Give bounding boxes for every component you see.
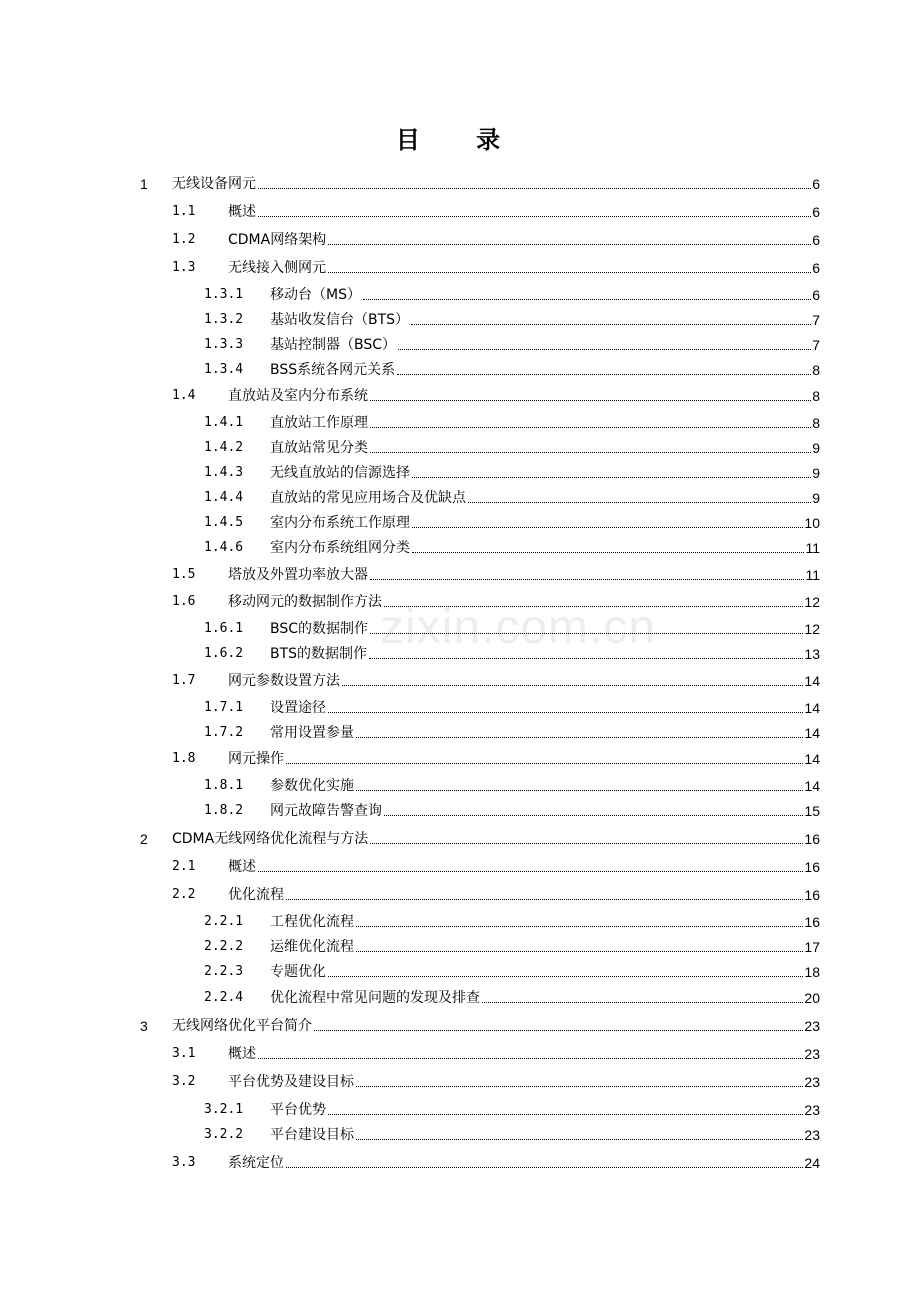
toc-entry[interactable] (0, 982, 920, 1006)
toc-entry-line (270, 490, 820, 506)
toc-entry-line (228, 1046, 820, 1062)
toc-entry-line (270, 939, 820, 955)
dot-leader (363, 298, 811, 300)
toc-entry-line (172, 831, 820, 847)
toc-entry-label[interactable]: 常用设置参量 (270, 725, 354, 741)
toc-entry-line (172, 176, 820, 192)
toc-entry-page: 17 (804, 939, 820, 955)
toc-entry-number: 1.7.1 (204, 700, 244, 715)
toc-entry-line (228, 232, 820, 248)
dot-leader (328, 975, 803, 977)
dot-leader (342, 684, 803, 686)
toc-entry-page: 23 (804, 1046, 820, 1062)
toc-entry[interactable] (0, 743, 920, 767)
toc-entry-number: 2 (140, 831, 148, 847)
toc-entry-line (228, 1074, 820, 1090)
toc-entry-line (228, 1155, 820, 1171)
toc-entry-label[interactable]: BTS的数据制作 (270, 646, 368, 662)
toc-entry-label[interactable]: 网元故障告警查询 (270, 803, 382, 819)
dot-leader (258, 215, 811, 217)
toc-entry[interactable] (0, 851, 920, 875)
toc-entry-page: 23 (804, 1074, 820, 1090)
toc-entry[interactable] (0, 823, 920, 847)
dot-leader (328, 711, 803, 713)
toc-entry-number: 1.4.5 (204, 515, 244, 530)
toc-entry-number: 1.6.1 (204, 621, 244, 636)
toc-entry-label[interactable]: 直放站工作原理 (270, 415, 368, 431)
toc-entry[interactable] (0, 692, 920, 716)
dot-leader (384, 605, 803, 607)
toc-entry-label[interactable]: 运维优化流程 (270, 939, 354, 955)
dot-leader (314, 1029, 803, 1031)
toc-entry[interactable] (0, 196, 920, 220)
toc-entry[interactable] (0, 931, 920, 955)
toc-entry-label[interactable]: 优化流程 (228, 887, 284, 903)
dot-leader (356, 925, 803, 927)
toc-entry-page: 23 (804, 1018, 820, 1034)
toc-entry-page: 12 (804, 594, 820, 610)
toc-entry-page: 6 (812, 287, 820, 303)
toc-entry-page: 23 (804, 1127, 820, 1143)
toc-entry-number: 1.6.2 (204, 646, 244, 661)
toc-entry[interactable] (0, 956, 920, 980)
toc-entry-line (228, 594, 820, 610)
toc-entry[interactable] (0, 1038, 920, 1062)
toc-entry[interactable] (0, 507, 920, 531)
toc-entry-number: 1.4.1 (204, 415, 244, 430)
toc-entry-page: 16 (804, 914, 820, 930)
toc-entry-label[interactable]: 优化流程中常见问题的发现及排查 (270, 990, 480, 1006)
toc-entry-line (172, 1018, 820, 1034)
toc-entry[interactable] (0, 1066, 920, 1090)
toc-entry-label[interactable]: 直放站常见分类 (270, 440, 368, 456)
toc-entry-number: 1.4.4 (204, 490, 244, 505)
dot-leader (482, 1001, 803, 1003)
toc-entry-line (228, 260, 820, 276)
toc-entry-label[interactable]: 无线接入侧网元 (228, 260, 326, 276)
dot-leader (356, 789, 803, 791)
toc-entry-number: 3.2.1 (204, 1102, 244, 1117)
toc-entry[interactable] (0, 1147, 920, 1171)
toc-entry-number: 1.8 (172, 751, 196, 766)
toc-entry-page: 20 (804, 990, 820, 1006)
toc-entry-label[interactable]: 直放站及室内分布系统 (228, 388, 368, 404)
toc-entry-number: 1.4.6 (204, 540, 244, 555)
toc-entry[interactable] (0, 906, 920, 930)
watermark: zixin.com.cn (380, 601, 657, 654)
toc-entry-line (228, 751, 820, 767)
dot-leader (370, 632, 803, 634)
toc-entry-number: 3 (140, 1018, 148, 1034)
toc-entry-line (270, 540, 820, 556)
toc-entry[interactable] (0, 1094, 920, 1118)
dot-leader (356, 950, 803, 952)
toc-entry-page: 14 (804, 673, 820, 689)
toc-entry[interactable] (0, 279, 920, 303)
toc-entry-label[interactable]: BSC的数据制作 (270, 621, 369, 637)
toc-entry-line (270, 312, 820, 328)
toc-entry-number: 1.3 (172, 260, 196, 275)
dot-leader (370, 399, 811, 401)
toc-entry-page: 16 (804, 887, 820, 903)
toc-entry-number: 2.2.1 (204, 914, 244, 929)
toc-entry[interactable] (0, 252, 920, 276)
toc-entry[interactable] (0, 795, 920, 819)
toc-entry-label[interactable]: 无线设备网元 (172, 176, 256, 192)
toc-entry-label[interactable]: 平台建设目标 (270, 1127, 354, 1143)
toc-entry-page: 14 (804, 725, 820, 741)
toc-entry-line (270, 990, 820, 1006)
toc-entry-number: 2.2.4 (204, 990, 244, 1005)
toc-entry-number: 3.2.2 (204, 1127, 244, 1142)
toc-entry-page: 8 (812, 362, 820, 378)
toc-entry[interactable] (0, 665, 920, 689)
toc-entry-label[interactable]: 室内分布系统组网分类 (270, 540, 410, 556)
toc-entry-line (228, 887, 820, 903)
dot-leader (370, 451, 811, 453)
toc-entry-line (228, 204, 820, 220)
toc-entry-line (270, 362, 820, 378)
toc-entry-page: 9 (812, 465, 820, 481)
toc-entry[interactable] (0, 432, 920, 456)
toc-entry-page: 23 (804, 1102, 820, 1118)
toc-entry-label[interactable]: 概述 (228, 859, 256, 875)
toc-entry-label[interactable]: 概述 (228, 204, 256, 220)
toc-entry[interactable] (0, 1010, 920, 1034)
toc-entry-label[interactable]: 直放站的常见应用场合及优缺点 (270, 490, 466, 506)
toc-entry[interactable] (0, 380, 920, 404)
dot-leader (328, 1113, 803, 1115)
toc-entry[interactable] (0, 457, 920, 481)
toc-entry[interactable] (0, 532, 920, 556)
toc-entry-number: 1.6 (172, 594, 196, 609)
dot-leader (384, 814, 803, 816)
toc-entry-number: 1.8.2 (204, 803, 244, 818)
toc-entry-label[interactable]: 无线直放站的信源选择 (270, 465, 410, 481)
toc-entry-line (270, 778, 820, 794)
dot-leader (286, 762, 803, 764)
toc-entry-number: 1.4 (172, 388, 196, 403)
dot-leader (370, 578, 804, 580)
toc-entry-line (270, 646, 820, 662)
toc-entry-number: 1.3.4 (204, 362, 244, 377)
toc-entry-page: 6 (812, 176, 820, 192)
dot-leader (412, 526, 803, 528)
toc-entry-number: 1.1 (172, 204, 196, 219)
toc-entry-label[interactable]: BSS系统各网元关系 (270, 362, 396, 378)
toc-entry-line (270, 1102, 820, 1118)
toc-entry-page: 7 (812, 337, 820, 353)
toc-entry-page: 6 (812, 260, 820, 276)
toc-entry-line (270, 465, 820, 481)
dot-leader (370, 842, 803, 844)
toc-entry-label[interactable]: 专题优化 (270, 964, 326, 980)
toc-entry-number: 1.7 (172, 673, 196, 688)
toc-entry-number: 2.2.2 (204, 939, 244, 954)
dot-leader (356, 1138, 803, 1140)
toc-entry-label[interactable]: 网元参数设置方法 (228, 673, 340, 689)
toc-entry-number: 3.1 (172, 1046, 196, 1061)
dot-leader (411, 323, 811, 325)
dot-leader (397, 373, 811, 375)
toc-entry-line (270, 515, 820, 531)
toc-entry-number: 3.2 (172, 1074, 196, 1089)
toc-entry-number: 1.3.2 (204, 312, 244, 327)
toc-entry-page: 8 (812, 388, 820, 404)
toc-entry-page: 9 (812, 440, 820, 456)
toc-entry-line (270, 440, 820, 456)
toc-entry-line (270, 415, 820, 431)
toc-entry-label[interactable]: 基站控制器（BSC） (270, 337, 397, 353)
dot-leader (369, 657, 803, 659)
toc-entry-number: 1.7.2 (204, 725, 244, 740)
toc-entry-label[interactable]: CDMA网络架构 (228, 232, 327, 248)
toc-entry-number: 3.3 (172, 1155, 196, 1170)
toc-entry-label[interactable]: 平台优势及建设目标 (228, 1074, 354, 1090)
toc-entry-label[interactable]: 无线网络优化平台简介 (172, 1018, 312, 1034)
toc-entry-page: 16 (804, 831, 820, 847)
dot-leader (258, 1057, 803, 1059)
toc-entry-line (270, 914, 820, 930)
toc-entry-page: 6 (812, 204, 820, 220)
dot-leader (356, 736, 803, 738)
toc-entry-page: 16 (804, 859, 820, 875)
toc-entry[interactable] (0, 879, 920, 903)
toc-entry-label[interactable]: 网元操作 (228, 751, 284, 767)
toc-entry-line (270, 964, 820, 980)
toc-entry[interactable] (0, 638, 920, 662)
toc-entry[interactable] (0, 1119, 920, 1143)
toc-entry-line (228, 567, 820, 583)
toc-entry-line (270, 725, 820, 741)
toc-entry-page: 14 (804, 778, 820, 794)
toc-entry-label[interactable]: 移动台（MS） (270, 287, 361, 303)
toc-entry-label[interactable]: CDMA无线网络优化流程与方法 (172, 831, 369, 847)
dot-leader (356, 1085, 803, 1087)
dot-leader (398, 348, 811, 350)
toc-entry-number: 1.4.3 (204, 465, 244, 480)
toc-entry-page: 24 (804, 1155, 820, 1171)
toc-entry[interactable] (0, 717, 920, 741)
toc-entry-page: 12 (804, 621, 820, 637)
toc-entry-line (228, 388, 820, 404)
toc-entry-number: 1.3.3 (204, 337, 244, 352)
toc-entry-label[interactable]: 概述 (228, 1046, 256, 1062)
toc-entry[interactable] (0, 224, 920, 248)
toc-entry-label[interactable]: 移动网元的数据制作方法 (228, 594, 382, 610)
toc-entry-page: 14 (804, 751, 820, 767)
toc-entry-page: 15 (804, 803, 820, 819)
dot-leader (286, 1166, 803, 1168)
toc-entry[interactable] (0, 559, 920, 583)
toc-entry-number: 1.4.2 (204, 440, 244, 455)
dot-leader (468, 501, 811, 503)
toc-entry-label[interactable]: 塔放及外置功率放大器 (228, 567, 368, 583)
toc-entry-label[interactable]: 室内分布系统工作原理 (270, 515, 410, 531)
toc-entry-line (270, 621, 820, 637)
toc-entry-page: 11 (805, 540, 820, 556)
toc-entry-number: 2.1 (172, 859, 196, 874)
toc-entry[interactable] (0, 586, 920, 610)
toc-entry-page: 6 (812, 232, 820, 248)
toc-entry[interactable] (0, 168, 920, 192)
dot-leader (412, 551, 804, 553)
toc-entry-number: 1.3.1 (204, 287, 244, 302)
toc-entry[interactable] (0, 482, 920, 506)
toc-entry-line (270, 803, 820, 819)
toc-entry[interactable] (0, 613, 920, 637)
toc-entry-line (270, 700, 820, 716)
toc-entry[interactable] (0, 770, 920, 794)
toc-entry-number: 1 (140, 176, 148, 192)
toc-entry-number: 1.5 (172, 567, 196, 582)
toc-entry-page: 13 (804, 646, 820, 662)
toc-entry-label[interactable]: 系统定位 (228, 1155, 284, 1171)
toc-entry[interactable] (0, 407, 920, 431)
toc-entry-line (228, 673, 820, 689)
toc-entry-number: 1.2 (172, 232, 196, 247)
toc-entry[interactable] (0, 329, 920, 353)
toc-entry-page: 11 (805, 567, 820, 583)
toc-entry-line (270, 1127, 820, 1143)
toc-entry-number: 2.2.3 (204, 964, 244, 979)
toc-entry-label[interactable]: 基站收发信台（BTS） (270, 312, 410, 328)
dot-leader (286, 898, 803, 900)
dot-leader (258, 187, 811, 189)
toc-entry-page: 9 (812, 490, 820, 506)
toc-entry-line (228, 859, 820, 875)
toc-entry-label[interactable]: 参数优化实施 (270, 778, 354, 794)
dot-leader (258, 870, 803, 872)
dot-leader (328, 243, 811, 245)
toc-entry-line (270, 287, 820, 303)
dot-leader (328, 271, 811, 273)
toc-title: 目 录 (395, 126, 525, 154)
toc-entry-line (270, 337, 820, 353)
toc-entry-page: 8 (812, 415, 820, 431)
dot-leader (412, 476, 811, 478)
toc-entry[interactable] (0, 304, 920, 328)
toc-entry-page: 7 (812, 312, 820, 328)
toc-entry-number: 1.8.1 (204, 778, 244, 793)
toc-entry-label[interactable]: 平台优势 (270, 1102, 326, 1118)
toc-entry-number: 2.2 (172, 887, 196, 902)
toc-entry-label[interactable]: 工程优化流程 (270, 914, 354, 930)
toc-entry-page: 14 (804, 700, 820, 716)
toc-entry-page: 10 (804, 515, 820, 531)
toc-entry-page: 18 (804, 964, 820, 980)
dot-leader (370, 426, 811, 428)
toc-entry-label[interactable]: 设置途径 (270, 700, 326, 716)
toc-entry[interactable] (0, 354, 920, 378)
